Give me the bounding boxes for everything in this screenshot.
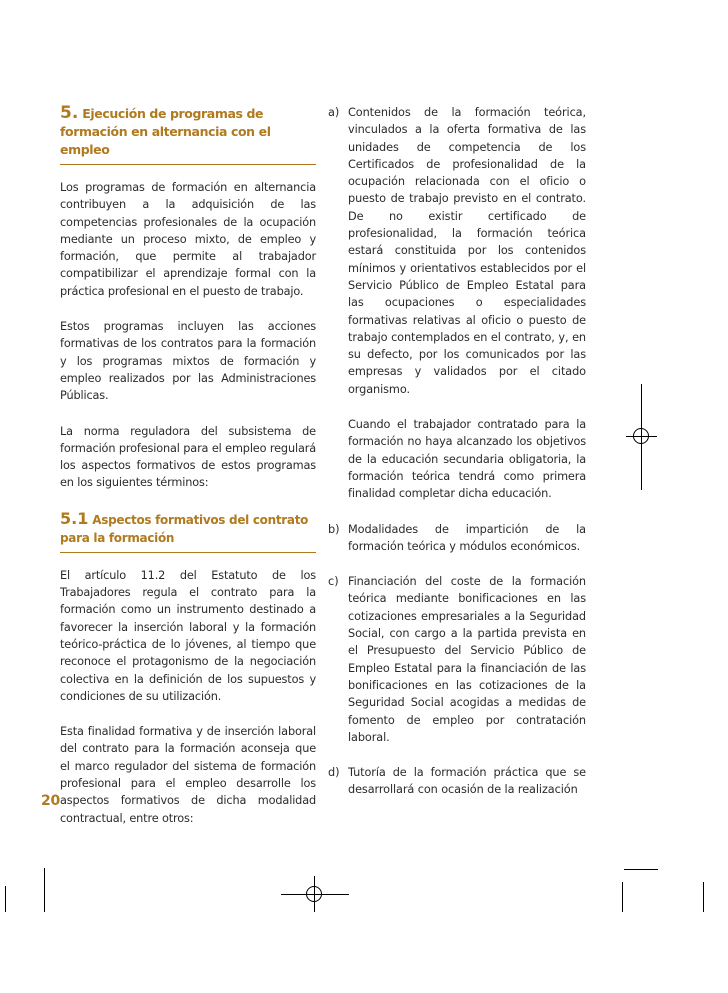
list-label: d) [328,766,340,780]
section-heading [60,104,316,165]
list-text: Modalidades de impartición de la formación teórica y módulos económicos. [348,522,586,553]
subsection-number: 5.1 [60,508,89,528]
left-column [60,104,316,827]
paragraph-alternancia: Los programas de formación en alternancia contribuyen a la adquisición de las competencias profesionales de la ocupación mediante un proceso mixto, de empleo y formación, que permite al trabajador compatibilizar el aprendizaje formal con la práctica profesional en el puesto de trabajo. [60,181,316,298]
section-title: Ejecución de programas de formación en alternancia con el empleo [60,106,271,157]
paragraph-programas: Estos programas incluyen las acciones formativas de los contratos para la formación y los programas mixtos de formación y empleo realizados por las Administraciones Públicas. [60,320,316,403]
section-number: 5. [60,103,79,123]
paragraph-norma: La norma reguladora del subsistema de formación profesional para el empleo regulará los aspectos formativos de estos programas en los siguientes términos: [60,424,316,490]
list-item-d [328,764,586,799]
list-item-a [328,104,586,398]
list-text: Tutoría de la formación práctica que se desarrollará con ocasión de la realización [348,766,586,797]
page-number: 20 [41,793,60,809]
list-label: a) [328,106,340,119]
list-item-a-continuation [328,416,586,502]
subsection-heading [60,510,316,553]
list-label: c) [328,575,339,589]
paragraph-finalidad: Esta finalidad formativa y de inserción laboral del contrato para la formación aconseja que el marco regulador del sistema de formación profesional para el empleo desarrolle los aspectos formativos de dicha modalidad contractual, entre otros: [60,725,316,825]
list-label: b) [328,522,340,536]
paragraph-secundaria: Cuando el trabajador contratado para la formación no haya alcanzado los objetivos de la educación secundaria obligatoria, la formación teórica tendrá como primera finalidad completar dicha educación. [348,418,586,501]
list-text: Financiación del coste de la formación teórica mediante bonificaciones en las cotizaciones empresariales a la Seguridad Social, con cargo a la partida prevista en el Presupuesto del Servicio Público de Empleo Estatal para la financiación de las bonificaciones en las cotizaciones de la Seguridad Social acogidas a medidas de fomento de empleo por contratación laboral. [348,575,586,744]
right-column [328,104,586,799]
paragraph-articulo: El artículo 11.2 del Estatuto de los Trabajadores regula el contrato para la formación como un instrumento destinado a favorecer la inserción laboral y la formación teórico-práctica de lo jóvenes, al tiempo que reconoce el protagonismo de la negociación colectiva en la definición de los supuestos y condiciones de su utilización. [60,568,316,703]
list-item-c [328,573,586,746]
list-item-b [328,521,586,556]
list-text: Contenidos de la formación teórica, vinculados a la oferta formativa de las unidades de competencia de los Certificados de profesionalidad de la ocupación relacionada con el oficio o puesto de trabajo previsto en el contrato. De no existir certificado de profesionalidad, la formación teórica estará constituida por los contenidos mínimos y orientativos establecidos por el Servicio Público de Empleo Estatal para las ocupaciones o especialidades formativas relativas al oficio o puesto de trabajo contemplados en el contrato, y, en su defecto, por los comunicados por las empresas y validados por el citado organismo. [348,106,586,396]
subsection-title: Aspectos formativos del contrato para la formación [60,512,309,545]
